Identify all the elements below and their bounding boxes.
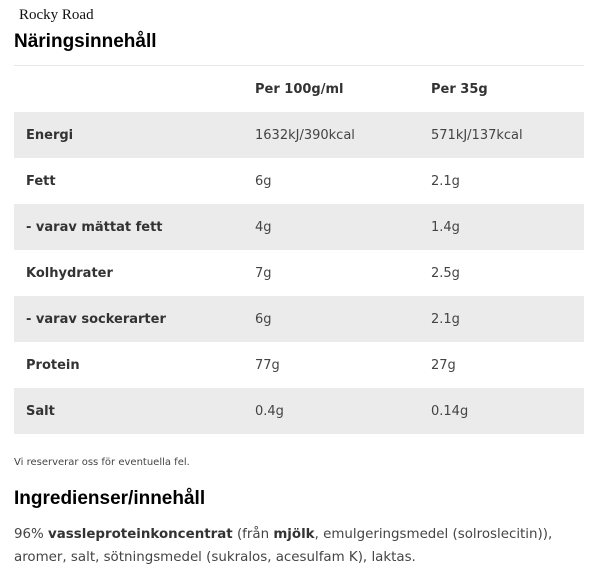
disclaimer: Vi reserverar oss för eventuella fel. [14, 457, 190, 468]
nutrition-title: Näringsinnehåll [14, 31, 157, 52]
table-header-row [14, 66, 584, 112]
value-per-serving: 2.1g [419, 296, 584, 342]
table-row [14, 250, 584, 296]
table-row [14, 204, 584, 250]
value-per-100g: 6g [243, 296, 419, 342]
value-per-serving: 571kJ/137kcal [419, 112, 584, 158]
ingredients-title: Ingredienser/innehåll [14, 488, 206, 509]
nutrient-label: Fett [26, 173, 56, 189]
nutrition-table [14, 66, 584, 434]
value-per-100g: 1632kJ/390kcal [243, 112, 419, 158]
ingredients-part: , emulgeringsmedel (solroslecitin)), aromer, salt, sötningsmedel (sukralos, acesulfam K), laktas. [14, 527, 553, 565]
table-row [14, 296, 584, 342]
ingredient-highlight: vassleproteinkoncentrat [48, 527, 233, 542]
allergen-highlight: mjölk [273, 527, 315, 542]
ingredients-text [14, 523, 589, 569]
table-row [14, 342, 584, 388]
header-per-100g: Per 100g/ml [255, 81, 344, 97]
value-per-100g: 0.4g [243, 388, 419, 434]
nutrient-label: - varav sockerarter [14, 296, 243, 342]
header-nutrient [14, 66, 243, 112]
value-per-100g: 6g [255, 173, 272, 189]
table-row [14, 158, 584, 204]
table-row [14, 112, 584, 158]
table-row [14, 388, 584, 434]
nutrient-label: Protein [26, 357, 80, 373]
value-per-100g: 7g [255, 265, 272, 281]
value-per-100g: 77g [255, 357, 280, 373]
value-per-100g: 4g [243, 204, 419, 250]
product-name: Rocky Road [19, 7, 94, 23]
nutrient-label: Salt [14, 388, 243, 434]
header-per-serving: Per 35g [431, 81, 488, 97]
ingredients-part: (från [232, 527, 274, 542]
value-per-serving: 2.5g [431, 265, 460, 281]
nutrient-label: Kolhydrater [26, 265, 113, 281]
value-per-serving: 0.14g [419, 388, 584, 434]
ingredients-part: 96% [14, 527, 49, 542]
value-per-serving: 27g [431, 357, 456, 373]
nutrient-label: - varav mättat fett [14, 204, 243, 250]
value-per-serving: 1.4g [419, 204, 584, 250]
value-per-serving: 2.1g [431, 173, 460, 189]
nutrient-label: Energi [14, 112, 243, 158]
